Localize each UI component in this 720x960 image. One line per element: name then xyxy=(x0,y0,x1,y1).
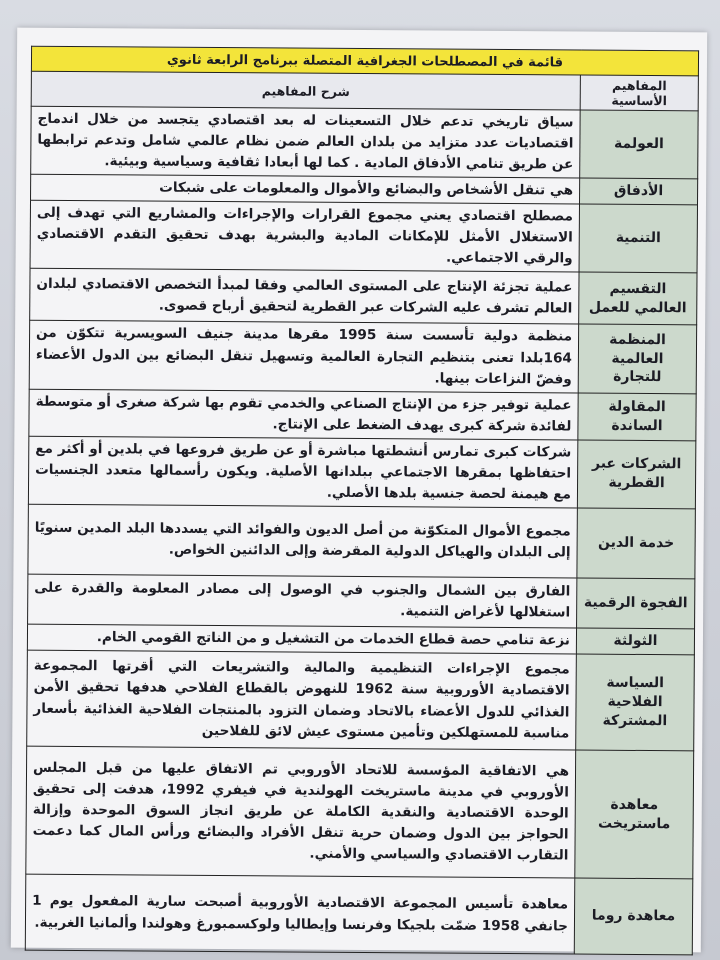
table-title: قائمة في المصطلحات الجغرافية المتصلة ببرنامج الرابعة ثانوي xyxy=(31,46,698,76)
definition-cell: الفارق بين الشمال والجنوب في الوصول إلى مصادر المعلومة والقدرة على استغلالها لأغراض التنمية. xyxy=(28,574,577,628)
term-cell: معاهدة ماستريخت xyxy=(575,750,694,879)
term-cell: الثولثة xyxy=(576,628,694,655)
header-row xyxy=(31,71,698,111)
definition-cell: مجموع الإجراءات التنظيمية والمالية والتشريعات التي أقرتها المجموعة الاقتصادية الأوروبية سنة 1962 للنهوض بالقطاع الفلاحي هدفها تحقيق الأمن الغذائي للدول الأعضاء بالاتحاد وضمان التزود بالمنتجات الفلاحية الغذائية بأسعار مناسبة للمستهلكين وتأمين مستوى عيش لائق للفلاحين xyxy=(27,650,577,750)
table-row xyxy=(28,504,695,579)
term-cell: التنمية xyxy=(579,204,697,273)
term-cell: خدمة الدين xyxy=(577,508,695,579)
definition-cell: مصطلح اقتصادي يعني مجموع القرارات والإجراءات والمشاريع التي تهدف إلى الاستغلال الأمثل للإمكانات المادية والبشرية بهدف تحقيق التقدم الاقتصادي والرقي الاجتماعي. xyxy=(30,200,579,272)
term-cell: المقاولة الساندة xyxy=(578,393,696,441)
definition-cell: سياق تاريخي تدعم خلال التسعينات له بعد اقتصادي يتجسد من خلال اندماج اقتصاديات عدد متزايد من بلدان العالم ضمن نظام عالمي شامل وتدعم ترابطها عن طريق تنامي الأدفاق المادية . كما لها أبعادا ثقافية وسياسية وبيئية. xyxy=(31,106,580,178)
table-row xyxy=(30,200,697,273)
term-cell: الفجوة الرقمية xyxy=(577,578,695,629)
header-definition: شرح المفاهيم xyxy=(31,71,580,110)
table-row xyxy=(28,436,695,509)
term-cell: الأدفاق xyxy=(580,178,698,205)
definition-cell: شركات كبرى تمارس أنشطتها مباشرة أو عن طريق فروعها في بلدين أو أكثر مع احتفاظها بمقرها الاجتماعي ببلدانها الأصلية. ويكون رأسمالها متعدد الجنسيات مع هيمنة لحصة جنسية بلدها الأصلي. xyxy=(28,436,577,508)
table-row xyxy=(25,874,693,955)
definition-cell: هي الاتفاقية المؤسسة للاتحاد الأوروبي تم الاتفاق عليها من قبل المجلس الأوروبي في مدينة ماستريخت الهولندية في فيفري 1992، هدفت إلى تحقيق الوحدة الاقتصادية والنقدية الكاملة عن طريق انجاز السوق الموحدة وإزالة الحواجز بين الدول وضمان حرية تنقل الأفراد والبضائع ورأس المال كما دعمت التقارب الاقتصادي والسياسي والأمني. xyxy=(26,746,576,878)
table-row xyxy=(31,106,698,179)
term-cell: العولمة xyxy=(580,110,698,179)
table-row xyxy=(29,389,696,441)
term-cell: معاهدة روما xyxy=(574,878,693,955)
definition-cell: نزعة تنامي حصة قطاع الخدمات من التشغيل و من الناتج القومي الخام. xyxy=(27,624,576,654)
definition-cell: عملية توفير جزء من الإنتاج الصناعي والخدمي تقوم بها شركة صغرى أو متوسطة لفائدة شركة كبرى يهدف الضغط على الإنتاج. xyxy=(29,389,578,440)
paper-sheet xyxy=(11,28,707,953)
table-row xyxy=(27,650,695,751)
term-cell: الشركات عبر القطرية xyxy=(577,440,695,509)
term-cell: التقسيم العالمي للعمل xyxy=(579,272,697,325)
table-row xyxy=(26,746,694,879)
header-term: المفاهيم الأساسية xyxy=(580,75,698,111)
table-row xyxy=(29,321,696,394)
definition-cell: عملية تجزئة الإنتاج على المستوى العالمي وفقا لمبدأ التخصص الاقتصادي لبلدان العالم تشرف عليه الشركات عبر القطرية لتحقيق أرباح قصوى. xyxy=(30,269,579,325)
term-cell: السياسة الفلاحية المشتركة xyxy=(576,654,695,751)
definition-cell: هي تنقل الأشخاص والبضائع والأموال والمعلومات على شبكات xyxy=(31,174,580,204)
table-row xyxy=(28,574,695,629)
table-row xyxy=(30,269,697,326)
definition-cell: مجموع الأموال المتكوّنة من أصل الديون والفوائد التي يسددها البلد المدين سنويًا إلى البلدان والهياكل الدولية المقرضة وإلى الدائنين الخواص. xyxy=(28,504,577,578)
term-cell: المنظمة العالمية للتجارة xyxy=(578,324,696,393)
definition-cell: منظمة دولية تأسست سنة 1995 مقرها مدينة جنيف السويسرية تتكوّن من 164بلدا تعنى بتنظيم التجارة العالمية وتسهيل تنقل البضائع بين الدول الأعضاء وفضّ النزاعات بينها. xyxy=(29,321,578,393)
definition-cell: معاهدة تأسيس المجموعة الاقتصادية الأوروبية أصبحت سارية المفعول يوم 1 جانفي 1958 ضمّت بلجيكا وفرنسا وإيطاليا ولوكسمبورغ وهولندا وألمانيا الغربية. xyxy=(25,874,575,954)
glossary-table xyxy=(25,46,699,956)
